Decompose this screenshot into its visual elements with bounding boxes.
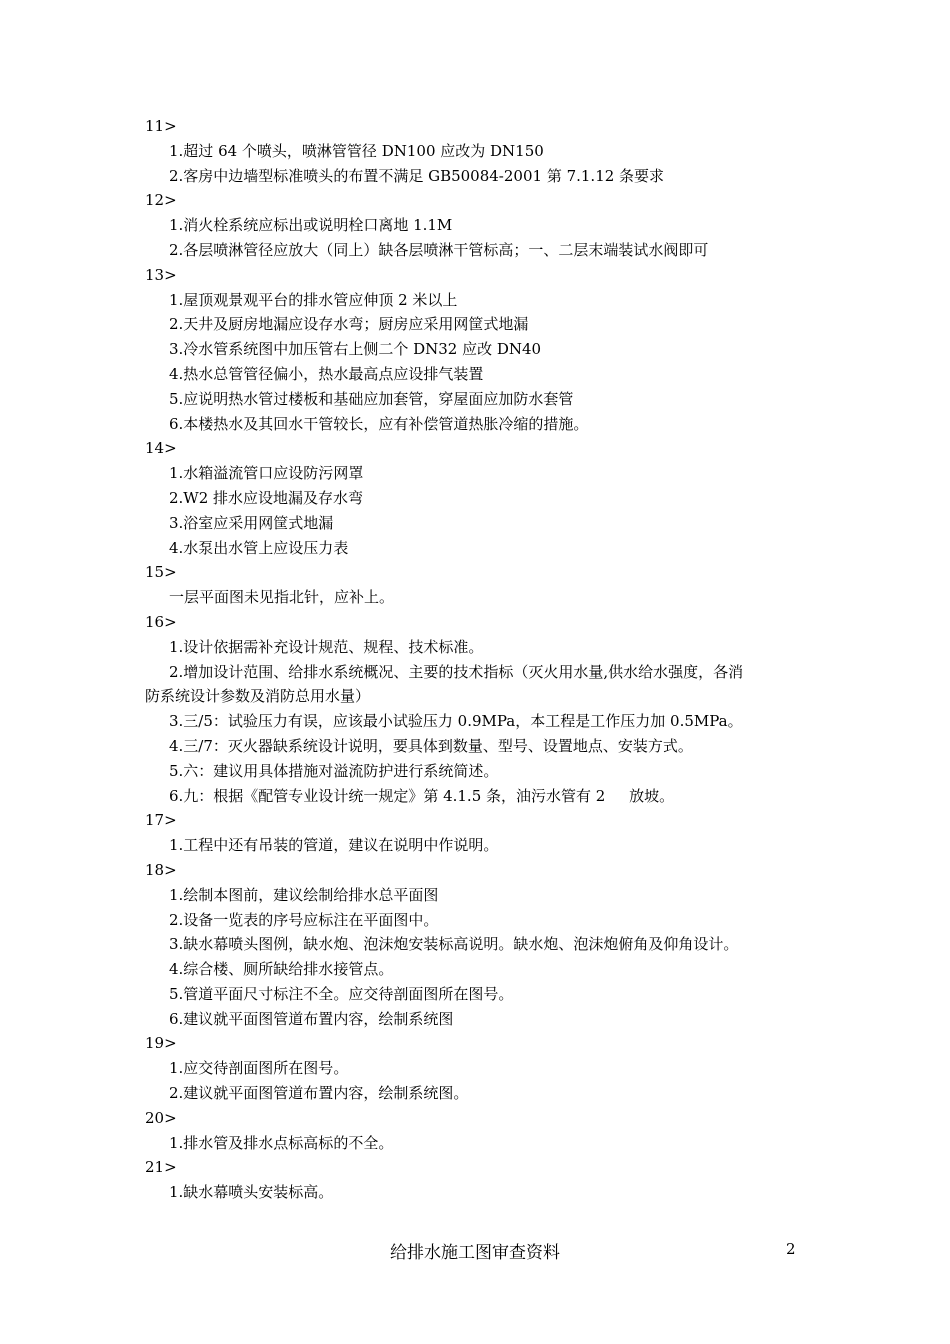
section-label: 12> bbox=[145, 191, 177, 210]
review-item: 1.设计依据需补充设计规范、规程、技术标准。 bbox=[169, 637, 484, 656]
review-item: 4.水泵出水管上应设压力表 bbox=[169, 538, 349, 557]
review-item-continuation: 防系统设计参数及消防总用水量） bbox=[145, 687, 371, 706]
footer-title: 给排水施工图审查资料 bbox=[390, 1243, 560, 1263]
section-label: 20> bbox=[145, 1108, 177, 1127]
review-item: 4.热水总管管径偏小，热水最高点应设排气装置 bbox=[169, 364, 484, 383]
review-item: 1.消火栓系统应标出或说明栓口离地 1.1M bbox=[169, 216, 453, 235]
review-content bbox=[145, 114, 809, 1205]
review-item: 6.本楼热水及其回水干管较长，应有补偿管道热胀冷缩的措施。 bbox=[169, 414, 589, 433]
review-item: 2.天井及厨房地漏应设存水弯；厨房应采用网筐式地漏 bbox=[169, 315, 529, 334]
review-item: 4.三/7：灭火器缺系统设计说明，要具体到数量、型号、设置地点、安装方式。 bbox=[169, 736, 693, 755]
review-item: 2.各层喷淋管径应放大（同上）缺各层喷淋干管标高；一、二层末端装试水阀即可 bbox=[169, 240, 709, 259]
review-item: 1.超过 64 个喷头，喷淋管管径 DN100 应改为 DN150 bbox=[169, 141, 544, 160]
review-item: 6.建议就平面图管道布置内容，绘制系统图 bbox=[169, 1009, 454, 1028]
review-item: 5.管道平面尺寸标注不全。应交待剖面图所在图号。 bbox=[169, 984, 514, 1003]
review-item: 1.工程中还有吊装的管道，建议在说明中作说明。 bbox=[169, 836, 499, 855]
review-item: 1.绘制本图前，建议绘制给排水总平面图 bbox=[169, 885, 439, 904]
review-item: 2.客房中边墙型标准喷头的布置不满足 GB50084-2001 第 7.1.12 条要求 bbox=[169, 166, 665, 185]
review-item: 2.建议就平面图管道布置内容，绘制系统图。 bbox=[169, 1084, 469, 1103]
review-item: 6.九：根据《配管专业设计统一规定》第 4.1.5 条，油污水管有 2 放坡。 bbox=[169, 786, 675, 805]
review-item: 1.屋顶观景观平台的排水管应伸顶 2 米以上 bbox=[169, 290, 458, 309]
review-item: 2.设备一览表的序号应标注在平面图中。 bbox=[169, 910, 439, 929]
review-item: 1.排水管及排水点标高标的不全。 bbox=[169, 1133, 394, 1152]
review-item: 4.综合楼、厕所缺给排水接管点。 bbox=[169, 960, 394, 979]
review-item: 1.应交待剖面图所在图号。 bbox=[169, 1059, 349, 1078]
section-label: 13> bbox=[145, 265, 177, 284]
review-item: 3.缺水幕喷头图例，缺水炮、泡沫炮安装标高说明。缺水炮、泡沫炮俯角及仰角设计。 bbox=[169, 935, 739, 954]
review-item: 5.应说明热水管过楼板和基础应加套管，穿屋面应加防水套管 bbox=[169, 389, 574, 408]
review-item: 3.浴室应采用网筐式地漏 bbox=[169, 513, 334, 532]
review-item: 1.水箱溢流管口应设防污网罩 bbox=[169, 464, 364, 483]
review-item: 5.六：建议用具体措施对溢流防护进行系统简述。 bbox=[169, 761, 499, 780]
section-label: 18> bbox=[145, 860, 177, 879]
section-label: 15> bbox=[145, 563, 177, 582]
review-item: 2.增加设计范围、给排水系统概况、主要的技术指标（灭火用水量,供水给水强度，各消 bbox=[169, 662, 744, 681]
review-item: 一层平面图未见指北针，应补上。 bbox=[169, 588, 395, 607]
section-label: 19> bbox=[145, 1034, 177, 1053]
section-label: 11> bbox=[145, 117, 177, 135]
section-label: 21> bbox=[145, 1158, 177, 1177]
section-label: 17> bbox=[145, 811, 177, 830]
section-label: 16> bbox=[145, 612, 177, 631]
review-item: 3.三/5：试验压力有误，应该最小试验压力 0.9MPa，本工程是工作压力加 0.5MPa。 bbox=[169, 712, 743, 731]
section-label: 14> bbox=[145, 439, 177, 458]
review-item: 3.冷水管系统图中加压管右上侧二个 DN32 应改 DN40 bbox=[169, 340, 542, 359]
review-item: 2.W2 排水应设地漏及存水弯 bbox=[169, 488, 364, 507]
review-item: 1.缺水幕喷头安装标高。 bbox=[169, 1183, 334, 1202]
page-number: 2 bbox=[786, 1240, 796, 1258]
